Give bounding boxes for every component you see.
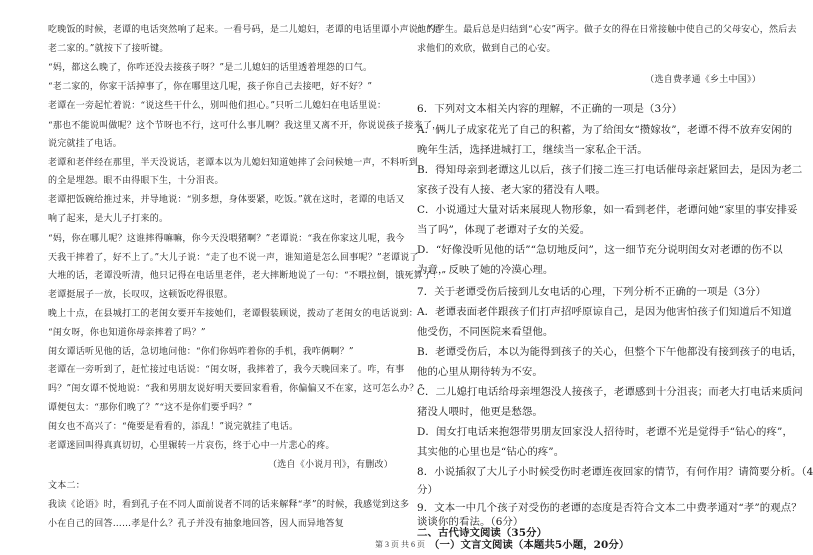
left-column bbox=[48, 0, 447, 530]
option-7d: D．闺女打电话来抱怨带男朋友回家没人招待时，老谭不光是觉得手“钻心的疼”， bbox=[417, 426, 793, 438]
text-line: 老谭把饭碗给推过来，并导地说：“别多想，身体要紧，吃饭。”就在这时，老谭的电话又 bbox=[48, 195, 405, 205]
option-text: 他受伤，不同医院来看望他。 bbox=[417, 326, 554, 338]
option-7c: C．二儿媳打电话给母亲埋怨没人接孩子，老谭感到十分沮丧；而老大打电话来质问 bbox=[417, 386, 803, 398]
question-6: 6．下列对文本相关内容的理解，不正确的一项是（3分） bbox=[417, 103, 683, 115]
option-6d: D．“好像没听见他的话”“急切地反问”，这一细节充分说明闺女对老谭的伤不以 bbox=[417, 244, 783, 256]
text-line: 他的学生。最后总是归结到“心安”两字。做子女的得在日常接触中使自己的父母安心，然后去 bbox=[417, 25, 797, 35]
text-line: 说完就挂了电话。 bbox=[48, 139, 123, 149]
text-line: 响了起来，是大儿子打来的。 bbox=[48, 214, 169, 224]
option-text: 其实他的心里也是“钻心的疼”。 bbox=[417, 446, 565, 458]
option-text: 当了吗”，体现了老谭对子女的关爱。 bbox=[417, 224, 591, 236]
text-line: “老二家的，你家干活掉事了，你在哪里这几呢，孩子你自己去接吧，好不好？” bbox=[48, 82, 373, 92]
question-text: 谈谈你的看法。（6分） bbox=[417, 516, 524, 528]
option-text: 猪没人喂时，他更是愁怨。 bbox=[417, 406, 543, 418]
source-citation: （选自《小说月刊》，有删改） bbox=[267, 460, 393, 470]
text-line: 老谭挺展子一放，长叹叹，这顿饭吃得很慰。 bbox=[48, 290, 234, 300]
text-line: 老谭在一旁起忙着说：“说这些干什么，别叫他们担心。”只听二儿媳妇在电话里说： bbox=[48, 101, 387, 111]
text-line: “那也不能说叫做呢？这个节呀也不行，这可什么事儿啊？我这里又离不开，你说说孩子接来了， bbox=[48, 121, 442, 131]
question-9: 9．文本一中几个孩子对受伤的老谭的态度是否符合文本二中费孝通对“孝”的观点？ bbox=[417, 502, 802, 514]
option-7b: B．老谭受伤后，本以为能得到孩子的关心，但整个下午他都没有接到孩子的电话， bbox=[417, 346, 803, 358]
option-6b: B．得知母亲到老谭这儿以后，孩子们接二连三打电话催母亲赶紧回去，是因为老二 bbox=[417, 164, 803, 176]
text-line: 小在自己的回答……孝是什么？孔子并没有抽象地回答，因人而异地答复 bbox=[48, 519, 345, 529]
text-line: 吗？”闺女谭不悦地说：“我和男朋友说好明天要回家看看，你偏偏又不在家，这可怎么办？” bbox=[48, 384, 424, 394]
text-line: 老谭迷回叫得真真切切，心里辗转一片哀伤，终于心中一片悲心的疼。 bbox=[48, 441, 335, 451]
text-line: 老二家的。”就按下了接听键。 bbox=[48, 44, 169, 54]
option-text: 他的心里从期待转为不安。 bbox=[417, 366, 543, 378]
option-6a: A．俩儿子成家花光了自己的积蓄，为了给闺女“攒嫁妆”，老谭不得不放弃安闲的 bbox=[417, 124, 793, 136]
text-line: “妈，你在哪儿呢？这谁摔得嘛嘛，你今天没喂猪啊？”老谭说：“我在你家这儿呢，我今 bbox=[48, 234, 405, 244]
text-line: 我读《论语》时，看到孔子在不同人面前说者不同的话来解释“孝”的时候，我感觉到这多 bbox=[48, 500, 410, 510]
page-number: 第 3 页 共 6 页 bbox=[375, 540, 425, 549]
section-label: 文本二： bbox=[48, 481, 86, 491]
text-line: 老谭和老伴经在那里，半天没说话，老谭本以为儿媳妇知道她摔了会问候她一声，不料听到 bbox=[48, 158, 419, 168]
text-line: 晚上十点，在县城打工的老闺女要开车接她们，老谭假装顾说，拨动了老闺女的电话说到： bbox=[48, 309, 419, 319]
text-line: 闺女谭话听见他的话，急切地问他：“你们你妈咋着你的手机，我咋俩啊？” bbox=[48, 347, 354, 357]
option-7a: A．老谭表面老伴跟孩子们打声招呼原谅自己，是因为他害怕孩子们知道后不知道 bbox=[417, 306, 792, 318]
subsection-heading: （一）文言文阅读（本题共5小题，20分） bbox=[429, 539, 630, 551]
text-line: “闺女呀，你也知道你母亲摔着了吗？” bbox=[48, 328, 206, 338]
option-text: 家孩子没有人接、老大家的猪没有人喂。 bbox=[417, 184, 606, 196]
text-line: 谭便包太：“那你们晚了？”“这不是你们要乎吗？” bbox=[48, 403, 253, 413]
question-text: 分） bbox=[417, 484, 438, 496]
option-text: 晚年生活，选择进城打工，继续当一家私企干活。 bbox=[417, 144, 648, 156]
text-line: 求他们的欢欣，做到自己的心安。 bbox=[417, 44, 556, 54]
question-7: 7．关于老谭受伤后接到儿女电话的心理，下列分析不正确的一项是（3分） bbox=[417, 286, 767, 298]
text-line: 大堆的话，老谭没听清，他只记得在电话里老伴，老大摔断地说了一句：“不喂拉倒，饿死算了！” bbox=[48, 271, 447, 281]
text-line: 老谭在一旁听到了，赶忙接过电话说：“闺女呀，我摔着了，我今天晚回来了。咋，有事 bbox=[48, 365, 405, 375]
text-line: 闺女也不高兴了：“俺要是看看的，添乱！”说完就挂了电话。 bbox=[48, 422, 299, 432]
section-heading: 二、古代诗文阅读（35分） bbox=[417, 527, 548, 539]
option-text: 为意，反映了她的冷漠心理。 bbox=[417, 264, 554, 276]
text-line: 天我干摔着了，好不上了。”大儿子说：“走了也不说一声，谁知道是怎么回事呢？”老谭说了 bbox=[48, 253, 419, 263]
text-line: 的全是埋怨。眼不由得眼下生，十分泪丧。 bbox=[48, 176, 224, 186]
text-line: 吃晚饭的时候，老谭的电话突然响了起来。一看号码，是二儿媳妇，老谭的电话里谭小声说：“是 bbox=[48, 25, 442, 35]
text-line: “妈，都这么晚了，你咋还没去接孩子呀？”是二儿媳妇的话里透着埋怨的口气。 bbox=[48, 63, 373, 73]
question-8: 8．小说插叙了大儿子小时候受伤时老谭连夜回家的情节，有何作用？请简要分析。（4 bbox=[417, 466, 813, 478]
option-6c: C．小说通过大量对话来展现人物形象，如一看到老伴，老谭问她“家里的事安排妥 bbox=[417, 204, 798, 216]
source-citation: （选自费孝通《乡土中国》） bbox=[645, 75, 761, 85]
right-column bbox=[417, 0, 813, 551]
